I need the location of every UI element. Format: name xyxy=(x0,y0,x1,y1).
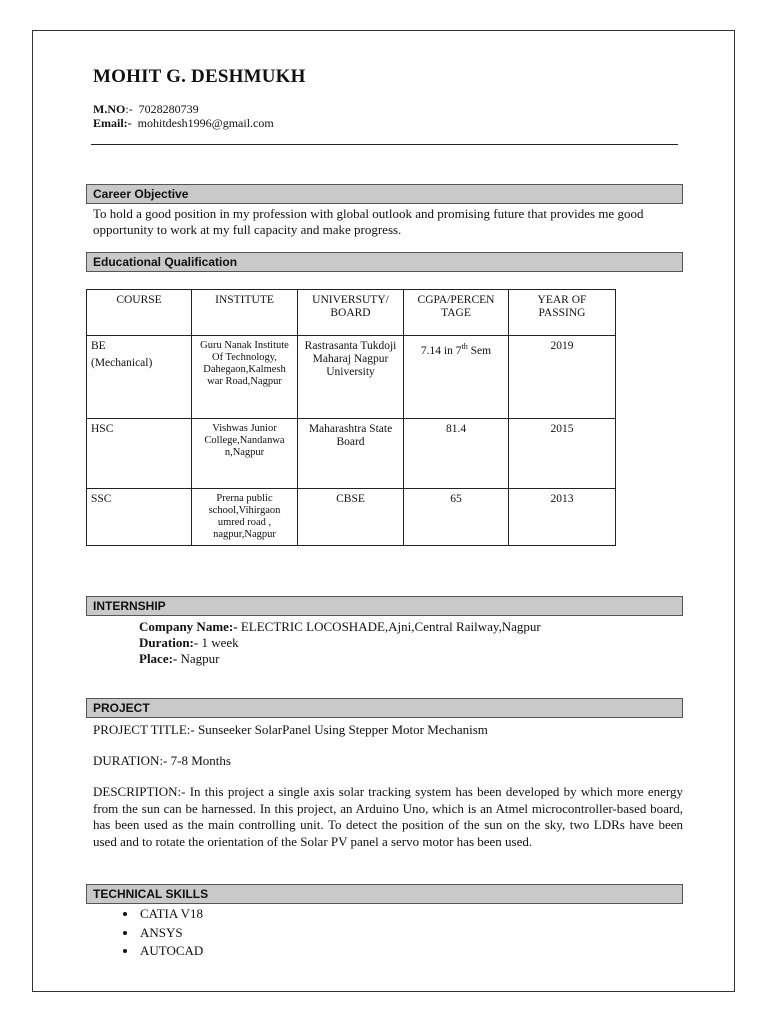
internship-company-line xyxy=(139,619,541,635)
cell-course: SSC xyxy=(87,489,192,546)
email-address: mohitdesh1996@gmail.com xyxy=(137,116,274,130)
cell-score: 65 xyxy=(404,489,509,546)
col-header-board: UNIVERSUTY/ BOARD xyxy=(298,290,404,336)
cell-year: 2013 xyxy=(509,489,616,546)
cell-institute: Vishwas Junior College,Nandanwa n,Nagpur xyxy=(192,419,298,489)
cell-institute: Guru Nanak Institute Of Technology, Dahegaon,Kalmesh war Road,Nagpur xyxy=(192,336,298,419)
score-superscript: th xyxy=(461,342,468,351)
internship-duration-line xyxy=(139,635,239,651)
place-value: Nagpur xyxy=(180,651,220,666)
cell-institute: Prerna public school,Vihirgaon umred road , nagpur,Nagpur xyxy=(192,489,298,546)
internship-heading: INTERNSHIP xyxy=(86,596,683,616)
internship-place-line xyxy=(139,651,220,667)
list-item: • AUTOCAD xyxy=(138,942,203,961)
cell-board: Maharashtra State Board xyxy=(298,419,404,489)
col-header-year: YEAR OF PASSING xyxy=(509,290,616,336)
cell-score xyxy=(404,336,509,419)
place-label: Place:- xyxy=(139,651,178,666)
cell-board: Rastrasanta Tukdoji Maharaj Nagpur University xyxy=(298,336,404,419)
table-row xyxy=(87,336,616,419)
education-table xyxy=(86,289,616,546)
score-value: 7.14 in 7 xyxy=(420,344,462,357)
project-heading: PROJECT xyxy=(86,698,683,718)
course-name: BE xyxy=(91,340,106,352)
cell-year: 2019 xyxy=(509,336,616,419)
project-description: DESCRIPTION:- In this project a single axis solar tracking system has been developed by which more energy from the sun can be harnessed. In this project, an Arduino Uno, which is an Atmel microcontroller-based board, has been used as the main controlling unit. To detect the position of the sun on the sky, two LDRs have been used and to rotate the orientation of the Solar PV panel a servo motor has been used. xyxy=(93,784,683,849)
table-header-row xyxy=(87,290,616,336)
duration-label: Duration:- xyxy=(139,635,199,650)
education-heading: Educational Qualification xyxy=(86,252,683,272)
career-objective-heading: Career Objective xyxy=(86,184,683,204)
cell-course: HSC xyxy=(87,419,192,489)
cell-board: CBSE xyxy=(298,489,404,546)
col-header-score: CGPA/PERCEN TAGE xyxy=(404,290,509,336)
mobile-number: 7028280739 xyxy=(138,102,199,116)
list-item: • ANSYS xyxy=(138,924,203,943)
skills-list xyxy=(100,905,203,961)
email-label: Email:- xyxy=(93,116,132,130)
table-row xyxy=(87,419,616,489)
mobile-separator: :- xyxy=(125,102,133,116)
project-duration: DURATION:- 7-8 Months xyxy=(93,753,231,768)
score-tail: Sem xyxy=(467,344,492,357)
mobile-label: M.NO xyxy=(93,102,126,116)
technical-skills-heading: TECHNICAL SKILLS xyxy=(86,884,683,904)
candidate-name: MOHIT G. DESHMUKH xyxy=(93,66,306,87)
company-name: ELECTRIC LOCOSHADE,Ajni,Central Railway,Nagpur xyxy=(240,619,541,634)
duration-value: 1 week xyxy=(201,635,239,650)
col-header-institute: INSTITUTE xyxy=(192,290,298,336)
cell-score: 81.4 xyxy=(404,419,509,489)
col-header-course: COURSE xyxy=(87,290,192,336)
header-divider xyxy=(91,144,678,145)
career-objective-text: To hold a good position in my profession with global outlook and promising future that provides me good opportunity to work at my full capacity and make progress. xyxy=(93,206,644,237)
mobile-line xyxy=(93,102,199,117)
cell-year: 2015 xyxy=(509,419,616,489)
project-title: PROJECT TITLE:- Sunseeker SolarPanel Using Stepper Motor Mechanism xyxy=(93,722,488,737)
course-branch: (Mechanical) xyxy=(91,357,153,369)
table-row xyxy=(87,489,616,546)
list-item: • CATIA V18 xyxy=(138,905,203,924)
company-label: Company Name:- xyxy=(139,619,238,634)
cell-course xyxy=(87,336,192,419)
email-line xyxy=(93,116,274,131)
